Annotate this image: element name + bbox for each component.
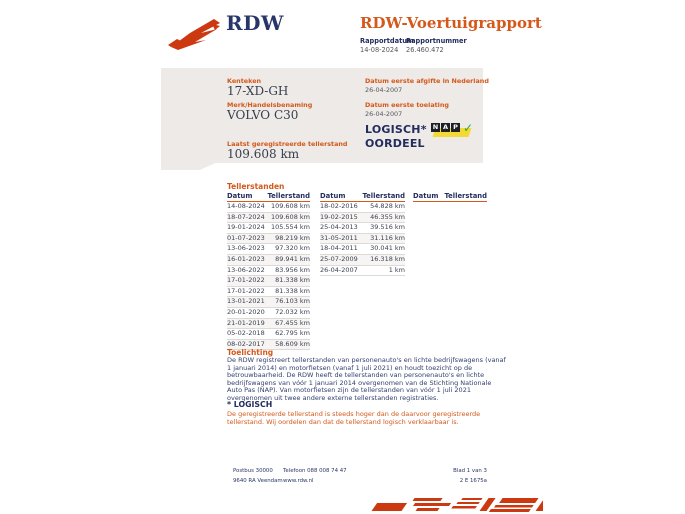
cell-tellerstand: 81.338 km	[275, 286, 310, 295]
kenteken-value: 17-XD-GH	[227, 84, 289, 98]
cell-tellerstand: 58.609 km	[275, 339, 310, 348]
toelichting-title: Toelichting	[227, 348, 274, 357]
cell-datum: 19-01-2024	[227, 223, 265, 232]
table-row	[320, 234, 405, 245]
report-number-value: 26.460.472	[406, 46, 444, 54]
table-row	[227, 319, 310, 330]
col-tellerstand: Tellerstand	[362, 192, 405, 200]
nap-letter-a: A	[442, 123, 449, 131]
nap-logo	[431, 122, 477, 139]
footer-contact	[283, 466, 347, 486]
table-header	[320, 192, 405, 202]
cell-tellerstand: 89.941 km	[275, 254, 310, 263]
logisch-text: De geregistreerde tellerstand is steeds hoger dan de daarvoor geregistreerde tellerstand. Wij oordelen dan dat de tellerstand logisch verklaarbaar is.	[227, 410, 481, 426]
table-row	[320, 223, 405, 234]
table-row	[227, 297, 310, 308]
cell-tellerstand: 72.032 km	[275, 307, 310, 316]
cell-tellerstand: 31.116 km	[370, 233, 405, 242]
cell-datum: 19-02-2015	[320, 212, 358, 221]
merk-label: Merk/Handelsbenaming	[227, 101, 313, 109]
table-header	[227, 192, 310, 202]
kenteken-label: Kenteken	[227, 77, 262, 85]
table-row	[227, 287, 310, 298]
col-datum: Datum	[227, 192, 253, 200]
cell-tellerstand: 30.041 km	[370, 244, 405, 253]
cell-tellerstand: 1 km	[388, 265, 405, 274]
afgifte-value: 26-04-2007	[365, 86, 403, 94]
footer-page-info	[407, 466, 487, 486]
cell-datum: 13-06-2023	[227, 244, 265, 253]
cell-datum: 18-04-2011	[320, 244, 358, 253]
cell-datum: 14-08-2024	[227, 202, 265, 210]
table-row	[320, 266, 405, 277]
cell-datum: 13-06-2022	[227, 265, 265, 274]
table-column-group-3	[413, 192, 487, 350]
logisch-title: * LOGISCH	[227, 400, 273, 409]
cell-datum: 18-02-2016	[320, 202, 358, 210]
cell-tellerstand: 109.608 km	[270, 212, 310, 221]
report-number-label: Rapportnummer	[406, 37, 467, 45]
laatste-tellerstand-label: Laatst geregistreerde tellerstand	[227, 140, 348, 148]
cell-datum: 20-01-2020	[227, 307, 265, 316]
table-row	[320, 255, 405, 266]
footer-page-number: Blad 1 van 3	[453, 468, 487, 474]
cell-datum: 25-04-2013	[320, 223, 358, 232]
report-date-label: Rapportdatum	[360, 37, 414, 45]
oordeel-line1: LOGISCH*	[365, 123, 427, 136]
cell-tellerstand: 39.516 km	[370, 223, 405, 232]
cell-datum: 16-01-2023	[227, 254, 265, 263]
table-rows-2	[320, 202, 405, 276]
merk-value: VOLVO C30	[227, 108, 299, 122]
footer-phone: Telefoon 088 008 74 47	[283, 468, 347, 474]
footer-website: www.rdw.nl	[283, 478, 314, 484]
table-rows-1	[227, 202, 310, 350]
cell-tellerstand: 83.956 km	[275, 265, 310, 274]
laatste-tellerstand-value: 109.608 km	[227, 147, 300, 161]
cell-datum: 01-07-2023	[227, 233, 265, 242]
table-column-group-2	[320, 192, 405, 350]
table-row	[320, 244, 405, 255]
cell-datum: 26-04-2007	[320, 265, 358, 274]
col-tellerstand: Tellerstand	[267, 192, 310, 200]
table-column-group-1	[227, 192, 310, 350]
toelating-label: Datum eerste toelating	[365, 101, 449, 109]
cell-datum: 31-05-2011	[320, 233, 358, 242]
table-row	[227, 329, 310, 340]
table-row	[227, 276, 310, 287]
cell-tellerstand: 76.103 km	[275, 297, 310, 306]
nap-letter-p: P	[451, 123, 460, 132]
cell-tellerstand: 67.455 km	[275, 318, 310, 327]
col-tellerstand: Tellerstand	[444, 192, 487, 200]
oordeel-line2: OORDEEL	[365, 136, 425, 150]
col-datum: Datum	[320, 192, 346, 200]
col-datum: Datum	[413, 192, 439, 200]
rdw-logo-text: RDW	[226, 11, 284, 35]
toelichting-text: De RDW registreert tellerstanden van personenauto's en lichte bedrijfswagens (vanaf 1 januari 2014) en motorfietsen (vanaf 1 juli 2021) en houdt toezicht op de betrouwbaarheid. De RDW heeft de tellerstanden van personenauto's en lichte bedrijfswagens van vóór 1 januari 2014 overgenomen van de Stichting Nationale Auto Pas (NAP). Van motorfietsen zijn de tellerstanden van vóór 1 juli 2021 overgenomen uit twee andere externe tellerstanden registraties.	[227, 356, 506, 402]
tellerstanden-table	[227, 192, 487, 350]
cell-datum: 05-02-2018	[227, 329, 265, 338]
cell-tellerstand: 62.795 km	[275, 329, 310, 338]
cell-datum: 13-01-2021	[227, 297, 265, 306]
tellerstanden-title: Tellerstanden	[227, 182, 285, 191]
table-row	[320, 202, 405, 213]
table-header	[413, 192, 487, 202]
footer-address	[233, 466, 283, 486]
table-row	[320, 213, 405, 224]
rdw-logo-icon	[168, 14, 222, 52]
nap-check-icon: ✓	[463, 121, 474, 135]
cell-tellerstand: 46.355 km	[370, 212, 405, 221]
footer-address-line2: 9640 RA Veendam	[233, 478, 283, 484]
table-row	[227, 234, 310, 245]
cell-datum: 17-01-2022	[227, 276, 265, 285]
nap-letter-n: N	[432, 123, 439, 131]
toelating-value: 26-04-2007	[365, 110, 403, 118]
table-row	[227, 266, 310, 277]
footer-address-line1: Postbus 30000	[233, 468, 273, 474]
cell-tellerstand: 98.219 km	[275, 233, 310, 242]
table-row	[227, 308, 310, 319]
page-title: RDW-Voertuigrapport	[360, 14, 542, 32]
cell-datum: 21-01-2019	[227, 318, 265, 327]
cell-datum: 17-01-2022	[227, 286, 265, 295]
table-row	[227, 202, 310, 213]
report-date-value: 14-08-2024	[360, 46, 399, 54]
cell-datum: 18-07-2024	[227, 212, 265, 221]
cell-tellerstand: 54.828 km	[370, 202, 405, 210]
cell-tellerstand: 105.554 km	[270, 223, 310, 232]
table-row	[227, 213, 310, 224]
cell-datum: 25-07-2009	[320, 254, 358, 263]
table-row	[227, 223, 310, 234]
cell-tellerstand: 81.338 km	[275, 276, 310, 285]
cell-tellerstand: 16.318 km	[370, 254, 405, 263]
table-row	[227, 255, 310, 266]
cell-datum: 08-02-2017	[227, 339, 265, 348]
cell-tellerstand: 97.320 km	[275, 244, 310, 253]
table-row	[227, 244, 310, 255]
footer-form-code: 2 E 1675a	[459, 478, 487, 484]
afgifte-label: Datum eerste afgifte in Nederland	[365, 77, 489, 85]
cell-tellerstand: 109.608 km	[270, 202, 310, 210]
rdw-stripes-graphic-icon	[368, 496, 543, 514]
oordeel-badge	[365, 123, 427, 150]
